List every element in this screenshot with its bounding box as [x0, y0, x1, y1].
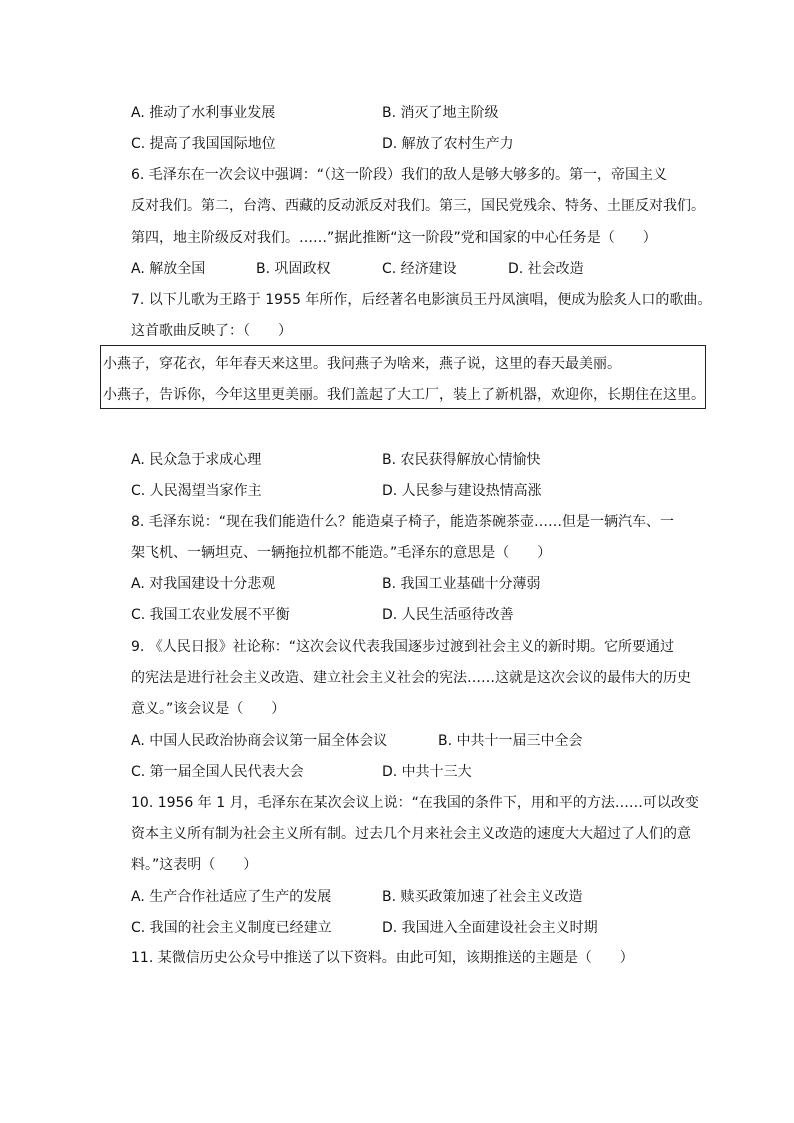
q9-stem-line-2: 的宪法是进行社会主义改造、建立社会主义社会的宪法……这就是这次会议的最伟大的历史: [131, 670, 691, 686]
q7-option-c[interactable]: C. 人民渴望当家作主: [131, 483, 262, 499]
q10-option-c[interactable]: C. 我国的社会主义制度已经建立: [131, 920, 332, 936]
q7-option-b[interactable]: B. 农民获得解放心情愉快: [382, 452, 541, 468]
q6-option-b[interactable]: B. 巩固政权: [256, 261, 331, 277]
q6-stem-line-1: 6. 毛泽东在一次会议中强调：“（这一阶段）我们的敌人是够大够多的。第一，帝国主义: [131, 167, 668, 183]
q7-lyrics-line-2: 小燕子，告诉你，今年这里更美丽。我们盖起了大工厂，装上了新机器，欢迎你，长期住在这里。: [103, 387, 705, 403]
q8-stem-line-1: 8. 毛泽东说：“现在我们能造什么？能造桌子椅子，能造茶碗茶壶……但是一辆汽车、一: [131, 514, 675, 530]
q7-lyrics-line-1: 小燕子，穿花衣，年年春天来这里。我问燕子为啥来，燕子说，这里的春天最美丽。: [103, 356, 621, 372]
q8-stem-line-2: 架飞机、一辆坦克、一辆拖拉机都不能造。”毛泽东的意思是（ ）: [131, 545, 552, 561]
q5-option-d[interactable]: D. 解放了农村生产力: [382, 136, 514, 152]
q7-stem-line-1: 7. 以下儿歌为王路于 1955 年所作，后经著名电影演员王丹凤演唱，便成为脍炙人口的歌曲。: [131, 292, 712, 308]
q8-option-b[interactable]: B. 我国工业基础十分薄弱: [382, 576, 541, 592]
q6-option-a[interactable]: A. 解放全国: [131, 261, 206, 277]
q5-option-a[interactable]: A. 推动了水利事业发展: [131, 105, 276, 121]
q6-stem-line-2: 反对我们。第二，台湾、西藏的反动派反对我们。第三，国民党残余、特务、土匪反对我们。: [131, 198, 705, 214]
q9-option-d[interactable]: D. 中共十三大: [382, 764, 472, 780]
q9-stem-line-1: 9. 《人民日报》社论称：“这次会议代表我国逐步过渡到社会主义的新时期。它所要通过: [131, 639, 675, 655]
q6-option-c[interactable]: C. 经济建设: [382, 261, 457, 277]
q8-option-a[interactable]: A. 对我国建设十分悲观: [131, 576, 276, 592]
q11-stem-line-1: 11. 某微信历史公众号中推送了以下资料。由此可知，该期推送的主题是（ ）: [131, 950, 634, 966]
q7-lyrics-box: [100, 345, 706, 409]
q6-stem-line-3: 第四，地主阶级反对我们。……”据此推断“这一阶段”党和国家的中心任务是（ ）: [131, 230, 657, 246]
q9-option-b[interactable]: B. 中共十一届三中全会: [438, 733, 583, 749]
q7-stem-line-2: 这首歌曲反映了：（ ）: [131, 323, 292, 339]
q6-option-d[interactable]: D. 社会改造: [508, 261, 584, 277]
q8-option-c[interactable]: C. 我国工农业发展不平衡: [131, 607, 290, 623]
q7-option-a[interactable]: A. 民众急于求成心理: [131, 452, 262, 468]
q5-option-b[interactable]: B. 消灭了地主阶级: [382, 105, 499, 121]
q9-option-c[interactable]: C. 第一届全国人民代表大会: [131, 764, 304, 780]
q7-option-d[interactable]: D. 人民参与建设热情高涨: [382, 483, 542, 499]
q10-option-d[interactable]: D. 我国进入全面建设社会主义时期: [382, 920, 598, 936]
q10-option-b[interactable]: B. 赎买政策加速了社会主义改造: [382, 889, 583, 905]
q5-option-c[interactable]: C. 提高了我国国际地位: [131, 136, 276, 152]
q10-stem-line-2: 资本主义所有制为社会主义所有制。过去几个月来社会主义改造的速度大大超过了人们的意: [131, 826, 691, 842]
q8-option-d[interactable]: D. 人民生活亟待改善: [382, 607, 514, 623]
q10-stem-line-1: 10. 1956 年 1 月，毛泽东在某次会议上说：“在我国的条件下，用和平的方法……可以改变: [131, 795, 699, 811]
q10-stem-line-3: 料。”这表明（ ）: [131, 857, 258, 873]
q9-option-a[interactable]: A. 中国人民政治协商会议第一届全体会议: [131, 733, 388, 749]
q10-option-a[interactable]: A. 生产合作社适应了生产的发展: [131, 889, 332, 905]
q9-stem-line-3: 意义。”该会议是（ ）: [131, 701, 286, 717]
